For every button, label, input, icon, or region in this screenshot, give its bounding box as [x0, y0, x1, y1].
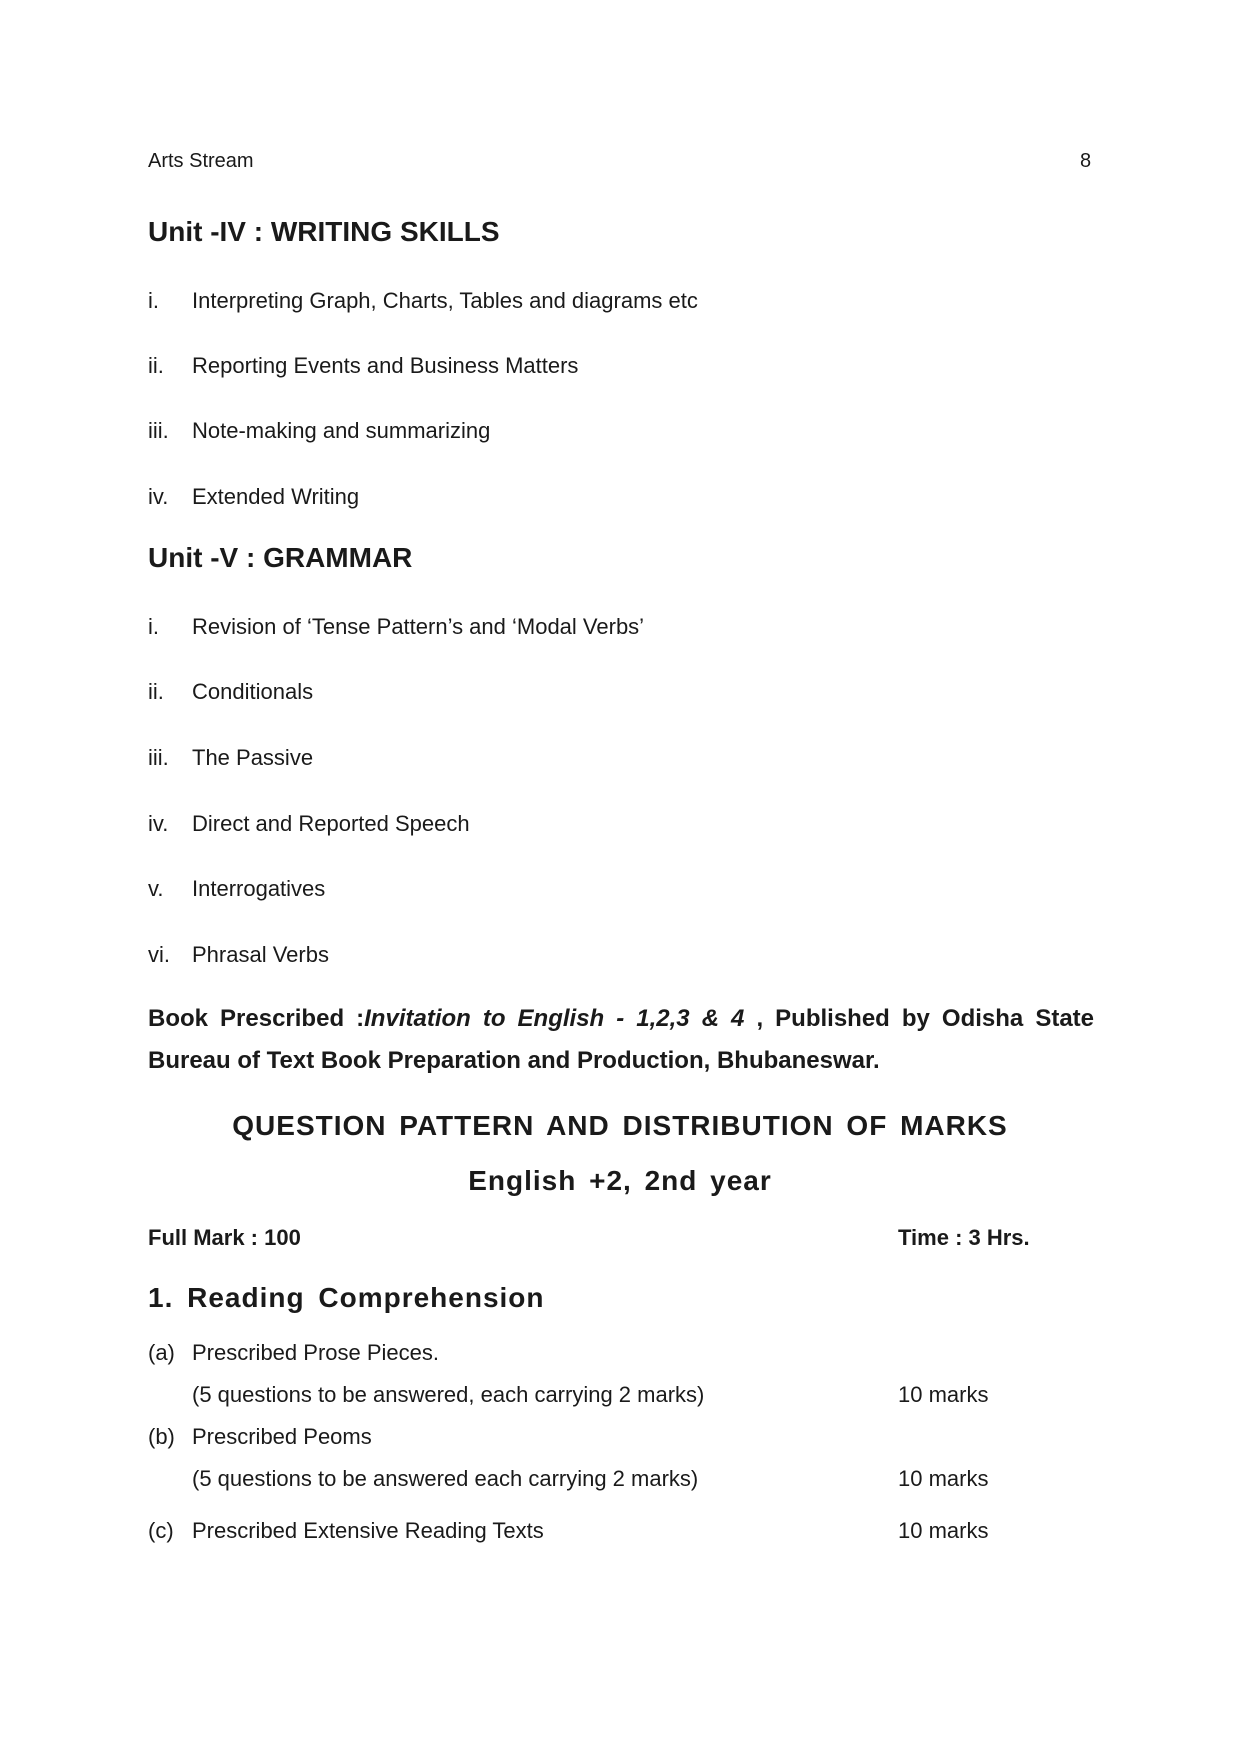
- unit-5-item-5-text: Interrogatives: [192, 876, 326, 901]
- unit-4-item-3-number: iii.: [148, 418, 169, 443]
- page-number: 8: [1080, 150, 1092, 172]
- time-allowed: Time : 3 Hrs.: [898, 1225, 1030, 1250]
- unit-5-item-4-text: Direct and Reported Speech: [192, 811, 470, 836]
- unit-5-title: Unit -V : GRAMMAR: [148, 542, 413, 573]
- unit-5-item-4-number: iv.: [148, 811, 169, 836]
- section-1-b-label: (b): [148, 1424, 175, 1449]
- unit-4-item-1-number: i.: [148, 288, 159, 313]
- section-1-a-label: (a): [148, 1340, 175, 1365]
- section-1-a-marks: 10 marks: [898, 1382, 989, 1407]
- section-1-a-subtext: (5 questions to be answered, each carrying 2 marks): [192, 1382, 705, 1407]
- section-1-b-text: Prescribed Peoms: [192, 1424, 372, 1449]
- unit-4-item-4-text: Extended Writing: [192, 484, 360, 509]
- full-mark: Full Mark : 100: [148, 1225, 301, 1250]
- unit-4-item-2-text: Reporting Events and Business Matters: [192, 353, 579, 378]
- question-pattern-title: QUESTION PATTERN AND DISTRIBUTION OF MARKS: [232, 1110, 1008, 1141]
- section-1-c-text: Prescribed Extensive Reading Texts: [192, 1518, 544, 1543]
- unit-5-item-6-number: vi.: [148, 942, 170, 967]
- unit-5-item-1-number: i.: [148, 614, 159, 639]
- unit-5-item-3-number: iii.: [148, 745, 169, 770]
- unit-4-item-4-number: iv.: [148, 484, 169, 509]
- book-prescribed-label: Book Prescribed :: [148, 1005, 365, 1032]
- book-title: Invitation to English - 1,2,3 & 4: [364, 1005, 745, 1032]
- section-1-title: 1. Reading Comprehension: [148, 1282, 545, 1313]
- section-1-b-subtext: (5 questions to be answered each carrying 2 marks): [192, 1466, 699, 1491]
- unit-5-item-3-text: The Passive: [192, 745, 314, 770]
- unit-5-item-5-number: v.: [148, 876, 164, 901]
- section-1-c-label: (c): [148, 1518, 174, 1543]
- question-pattern-subtitle: English +2, 2nd year: [468, 1165, 772, 1196]
- unit-4-item-3-text: Note-making and summarizing: [192, 418, 491, 443]
- book-prescribed: [148, 998, 1094, 1082]
- running-header: Arts Stream: [148, 150, 254, 172]
- section-1-c-marks: 10 marks: [898, 1518, 989, 1543]
- section-1-b-marks: 10 marks: [898, 1466, 989, 1491]
- section-1-a-text: Prescribed Prose Pieces.: [192, 1340, 439, 1365]
- book-publisher: , Published by Odisha State Bureau of Text Book Preparation and Production, Bhubaneswar.: [148, 1005, 1095, 1074]
- unit-4-item-2-number: ii.: [148, 353, 164, 378]
- unit-5-item-2-text: Conditionals: [192, 679, 314, 704]
- unit-4-item-1-text: Interpreting Graph, Charts, Tables and diagrams etc: [192, 288, 698, 313]
- unit-4-title: Unit -IV : WRITING SKILLS: [148, 216, 500, 247]
- unit-5-item-1-text: Revision of ‘Tense Pattern’s and ‘Modal Verbs’: [192, 614, 645, 639]
- unit-5-item-6-text: Phrasal Verbs: [192, 942, 329, 967]
- unit-5-item-2-number: ii.: [148, 679, 164, 704]
